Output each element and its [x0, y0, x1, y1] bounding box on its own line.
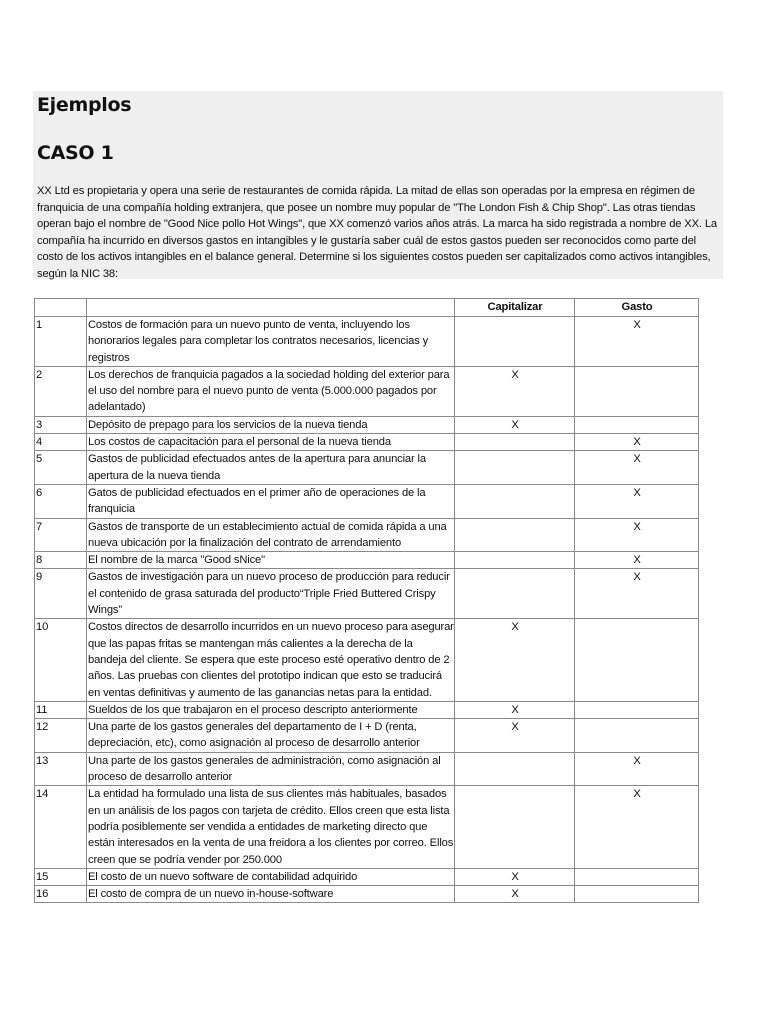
capitalizar-mark [455, 752, 575, 786]
header-capitalizar: Capitalizar [455, 299, 575, 317]
gasto-mark [575, 619, 699, 701]
row-description: Una parte de los gastos generales del departamento de I + D (renta, depreciación, etc), como asignación al proceso de desarrollo anterior [87, 719, 455, 753]
capitalizar-mark: X [455, 868, 575, 885]
table-row [35, 786, 699, 868]
table-row [35, 886, 699, 903]
row-number: 16 [35, 886, 87, 903]
row-number: 4 [35, 434, 87, 451]
row-number: 12 [35, 719, 87, 753]
row-number: 3 [35, 416, 87, 433]
table-row [35, 366, 699, 416]
gasto-mark: X [575, 484, 699, 518]
row-description: La entidad ha formulado una lista de sus clientes más habituales, basados en un análisis de los pagos con tarjeta de crédito. Ellos creen que esta lista podría posiblemente ser vendida a entidades de marketing directo que están interesados en la venta de una freidora a los clientes por correo. Ellos creen que se podría vender por 250.000 [87, 786, 455, 868]
table-row [35, 719, 699, 753]
table-row [35, 752, 699, 786]
row-number: 7 [35, 518, 87, 552]
capitalizar-mark [455, 569, 575, 619]
gasto-mark: X [575, 569, 699, 619]
row-description: El costo de un nuevo software de contabilidad adquirido [87, 868, 455, 885]
gasto-mark: X [575, 434, 699, 451]
row-description: Los derechos de franquicia pagados a la sociedad holding del exterior para el uso del nombre para el nuevo punto de venta (5.000.000 pagados por adelantado) [87, 366, 455, 416]
case-description: XX Ltd es propietaria y opera una serie de restaurantes de comida rápida. La mitad de ellas son operadas por la empresa en régimen de franquicia de una compañía holding extranjera, que posee un nombre muy popular de "The London Fish & Chip Shop". Las otras tiendas operan bajo el nombre de "Good Nice pollo Hot Wings", que XX comenzó varios años atrás. La marca ha sido registrada a nombre de XX. La compañía ha incurrido en diversos gastos en intangibles y le gustaría saber cuál de estos gastos pueden ser reconocidos como parte del costo de los activos intangibles en el balance general. Determine si los siguientes costos pueden ser capitalizados como activos intangibles, según la NIC 38: [37, 185, 717, 280]
gasto-mark [575, 868, 699, 885]
row-description: Gastos de investigación para un nuevo proceso de producción para reducir el contenido de grasa saturada del producto“Triple Fried Buttered Crispy Wings” [87, 569, 455, 619]
header-gasto: Gasto [575, 299, 699, 317]
table-row [35, 451, 699, 485]
gasto-mark [575, 886, 699, 903]
row-number: 8 [35, 552, 87, 569]
row-number: 6 [35, 484, 87, 518]
table-row [35, 552, 699, 569]
row-number: 13 [35, 752, 87, 786]
row-number: 1 [35, 317, 87, 367]
capitalizar-mark [455, 552, 575, 569]
gasto-mark: X [575, 518, 699, 552]
row-description: Depósito de prepago para los servicios de la nueva tienda [87, 416, 455, 433]
capitalizar-mark [455, 317, 575, 367]
row-number: 14 [35, 786, 87, 868]
row-number: 5 [35, 451, 87, 485]
capitalizar-mark: X [455, 886, 575, 903]
capitalizar-mark: X [455, 366, 575, 416]
row-description: Los costos de capacitación para el personal de la nueva tienda [87, 434, 455, 451]
row-description: Gatos de publicidad efectuados en el primer año de operaciones de la franquicia [87, 484, 455, 518]
page-heading: Ejemplos [37, 94, 132, 116]
gasto-mark: X [575, 552, 699, 569]
capitalizar-mark: X [455, 701, 575, 718]
gasto-mark [575, 366, 699, 416]
row-number: 2 [35, 366, 87, 416]
capitalizar-mark: X [455, 719, 575, 753]
row-description: Gastos de publicidad efectuados antes de la apertura para anunciar la apertura de la nueva tienda [87, 451, 455, 485]
capitalizar-mark [455, 434, 575, 451]
table-row [35, 619, 699, 701]
table-row [35, 416, 699, 433]
gasto-mark [575, 416, 699, 433]
row-description: Una parte de los gastos generales de administración, como asignación al proceso de desarrollo anterior [87, 752, 455, 786]
header-number [35, 299, 87, 317]
capitalizar-mark: X [455, 619, 575, 701]
cost-classification-table [34, 298, 699, 903]
row-number: 15 [35, 868, 87, 885]
table-row [35, 317, 699, 367]
gasto-mark: X [575, 451, 699, 485]
gasto-mark [575, 719, 699, 753]
case-title: CASO 1 [37, 142, 114, 164]
capitalizar-mark [455, 484, 575, 518]
row-number: 11 [35, 701, 87, 718]
gasto-mark: X [575, 317, 699, 367]
row-description: Costos directos de desarrollo incurridos en un nuevo proceso para asegurar que las papas fritas se mantengan más calientes a la derecha de la bandeja del cliente. Se espera que este proceso esté operativo dentro de 2 años. Las pruebas con clientes del prototipo indican que esto se traducirá en ventas definitivas y aumento de las ganancias netas para la entidad. [87, 619, 455, 701]
row-description: El nombre de la marca "Good sNice" [87, 552, 455, 569]
table-row [35, 518, 699, 552]
row-number: 10 [35, 619, 87, 701]
header-description [87, 299, 455, 317]
capitalizar-mark [455, 786, 575, 868]
table-row [35, 868, 699, 885]
row-description: Gastos de transporte de un establecimiento actual de comida rápida a una nueva ubicación por la finalización del contrato de arrendamiento [87, 518, 455, 552]
capitalizar-mark [455, 451, 575, 485]
table-header-row [35, 299, 699, 317]
capitalizar-mark: X [455, 416, 575, 433]
row-description: Costos de formación para un nuevo punto de venta, incluyendo los honorarios legales para completar los contratos necesarios, licencias y registros [87, 317, 455, 367]
table-row [35, 484, 699, 518]
capitalizar-mark [455, 518, 575, 552]
table-row [35, 434, 699, 451]
table-row [35, 569, 699, 619]
gasto-mark: X [575, 752, 699, 786]
table-row [35, 701, 699, 718]
gasto-mark [575, 701, 699, 718]
row-number: 9 [35, 569, 87, 619]
intro-section [33, 91, 723, 279]
gasto-mark: X [575, 786, 699, 868]
row-description: El costo de compra de un nuevo in-house-software [87, 886, 455, 903]
row-description: Sueldos de los que trabajaron en el proceso descripto anteriormente [87, 701, 455, 718]
